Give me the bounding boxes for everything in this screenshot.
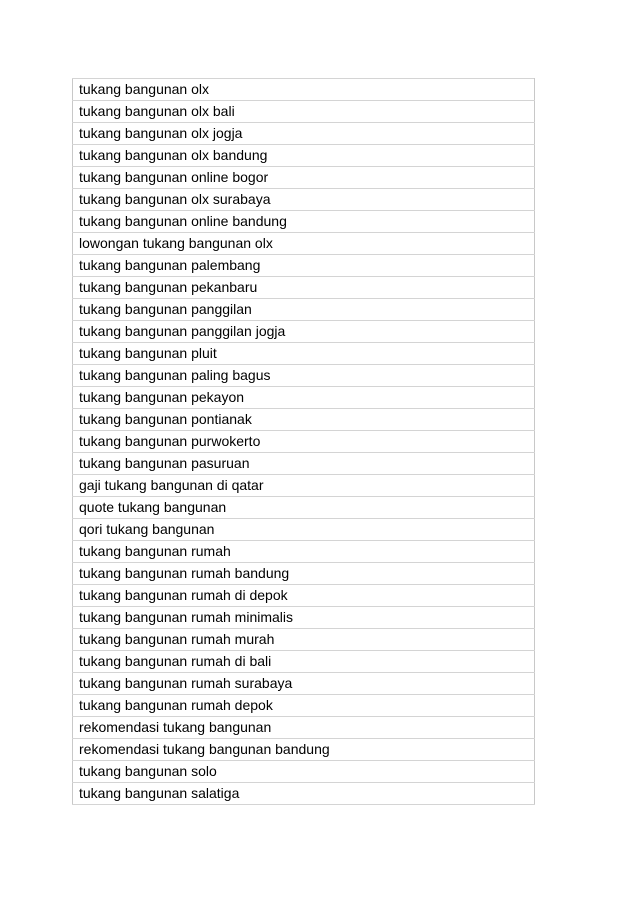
keyword-cell: rekomendasi tukang bangunan	[73, 717, 535, 739]
table-row	[73, 629, 535, 651]
keyword-cell: tukang bangunan rumah depok	[73, 695, 535, 717]
keyword-cell: tukang bangunan paling bagus	[73, 365, 535, 387]
keyword-cell: tukang bangunan pekayon	[73, 387, 535, 409]
table-row	[73, 475, 535, 497]
keyword-cell: tukang bangunan purwokerto	[73, 431, 535, 453]
table-row	[73, 343, 535, 365]
table-row	[73, 145, 535, 167]
table-row	[73, 673, 535, 695]
table-row	[73, 299, 535, 321]
table-row	[73, 563, 535, 585]
table-row	[73, 541, 535, 563]
table-row	[73, 651, 535, 673]
keyword-cell: tukang bangunan palembang	[73, 255, 535, 277]
table-row	[73, 607, 535, 629]
table-row	[73, 365, 535, 387]
table-row	[73, 695, 535, 717]
keyword-cell: gaji tukang bangunan di qatar	[73, 475, 535, 497]
keyword-table-body	[73, 79, 535, 805]
keyword-cell: tukang bangunan panggilan	[73, 299, 535, 321]
keyword-cell: tukang bangunan online bogor	[73, 167, 535, 189]
table-row	[73, 277, 535, 299]
keyword-cell: tukang bangunan pekanbaru	[73, 277, 535, 299]
table-row	[73, 189, 535, 211]
keyword-cell: tukang bangunan online bandung	[73, 211, 535, 233]
table-row	[73, 783, 535, 805]
table-row	[73, 211, 535, 233]
keyword-cell: quote tukang bangunan	[73, 497, 535, 519]
keyword-cell: tukang bangunan rumah surabaya	[73, 673, 535, 695]
table-row	[73, 431, 535, 453]
table-row	[73, 717, 535, 739]
keyword-cell: tukang bangunan rumah minimalis	[73, 607, 535, 629]
keyword-cell: tukang bangunan rumah di depok	[73, 585, 535, 607]
keyword-cell: tukang bangunan olx bandung	[73, 145, 535, 167]
table-row	[73, 123, 535, 145]
table-row	[73, 409, 535, 431]
keyword-cell: tukang bangunan olx surabaya	[73, 189, 535, 211]
keyword-cell: tukang bangunan olx bali	[73, 101, 535, 123]
keyword-table	[72, 78, 535, 805]
keyword-cell: tukang bangunan olx jogja	[73, 123, 535, 145]
keyword-cell: tukang bangunan olx	[73, 79, 535, 101]
keyword-cell: tukang bangunan rumah murah	[73, 629, 535, 651]
keyword-cell: tukang bangunan solo	[73, 761, 535, 783]
keyword-cell: rekomendasi tukang bangunan bandung	[73, 739, 535, 761]
keyword-cell: tukang bangunan pontianak	[73, 409, 535, 431]
table-row	[73, 497, 535, 519]
table-row	[73, 387, 535, 409]
table-row	[73, 453, 535, 475]
keyword-cell: tukang bangunan rumah bandung	[73, 563, 535, 585]
table-row	[73, 519, 535, 541]
keyword-cell: tukang bangunan pasuruan	[73, 453, 535, 475]
keyword-cell: tukang bangunan pluit	[73, 343, 535, 365]
table-row	[73, 101, 535, 123]
keyword-cell: lowongan tukang bangunan olx	[73, 233, 535, 255]
table-row	[73, 739, 535, 761]
keyword-cell: tukang bangunan rumah di bali	[73, 651, 535, 673]
table-row	[73, 761, 535, 783]
keyword-cell: tukang bangunan salatiga	[73, 783, 535, 805]
table-row	[73, 321, 535, 343]
keyword-cell: tukang bangunan panggilan jogja	[73, 321, 535, 343]
keyword-cell: qori tukang bangunan	[73, 519, 535, 541]
table-row	[73, 255, 535, 277]
table-row	[73, 167, 535, 189]
table-row	[73, 79, 535, 101]
table-row	[73, 585, 535, 607]
keyword-cell: tukang bangunan rumah	[73, 541, 535, 563]
table-row	[73, 233, 535, 255]
